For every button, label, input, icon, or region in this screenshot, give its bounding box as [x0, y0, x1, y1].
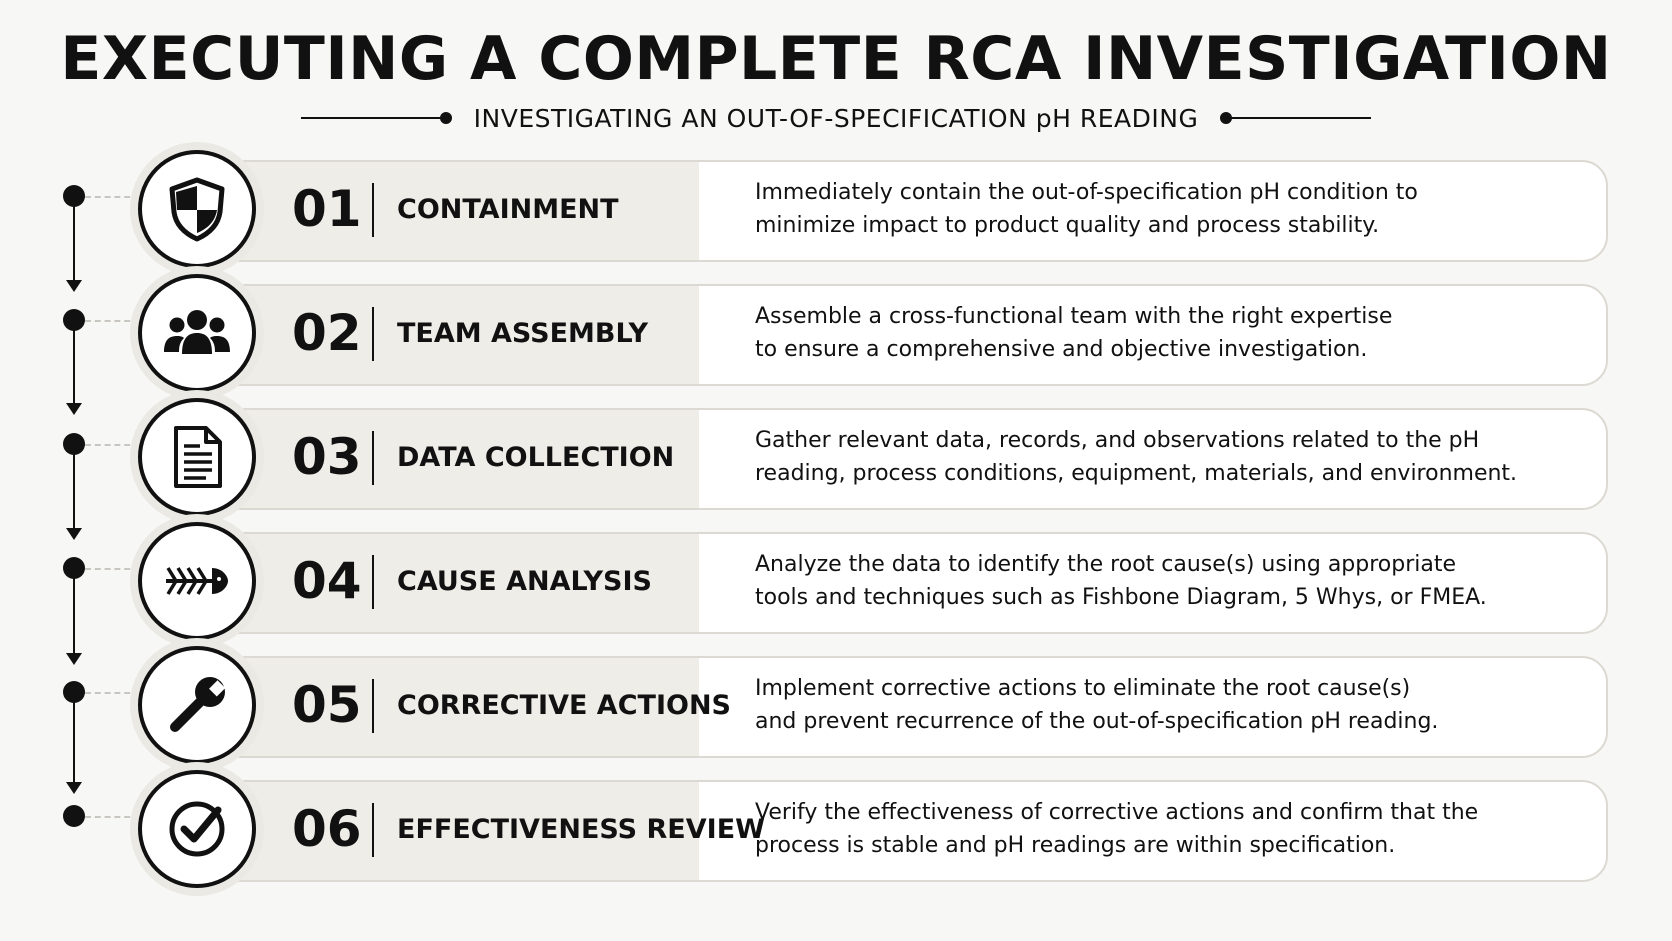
step-description: [755, 796, 1595, 862]
step-containment: [0, 150, 1672, 270]
subtitle-right-rule: [1226, 117, 1371, 119]
description-line: reading, process conditions, equipment, materials, and environment.: [755, 461, 1518, 486]
description-line: Immediately contain the out-of-specification pH condition to: [755, 180, 1418, 205]
step-label: TEAM ASSEMBLY: [397, 318, 649, 349]
subtitle: INVESTIGATING AN OUT-OF-SPECIFICATION pH READING: [473, 103, 1199, 133]
step-description: [755, 672, 1595, 738]
step-number: 01: [292, 180, 362, 238]
description-line: minimize impact to product quality and process stability.: [755, 213, 1380, 238]
description-line: Verify the effectiveness of corrective actions and confirm that the: [755, 800, 1479, 825]
description-line: Assemble a cross-functional team with the right expertise: [755, 304, 1393, 329]
step-number: 02: [292, 304, 362, 362]
step-description: [755, 300, 1595, 366]
step-description: [755, 176, 1595, 242]
subtitle-row: [0, 100, 1672, 136]
description-line: tools and techniques such as Fishbone Diagram, 5 Whys, or FMEA.: [755, 585, 1487, 610]
timeline-dot: [63, 309, 85, 331]
wrench-icon: [162, 670, 232, 740]
timeline-dot: [63, 185, 85, 207]
divider: [372, 803, 374, 857]
divider: [372, 307, 374, 361]
step-number: 06: [292, 800, 362, 858]
step-cause-analysis: [0, 522, 1672, 642]
team-icon: [162, 298, 232, 368]
description-line: and prevent recurrence of the out-of-specification pH reading.: [755, 709, 1439, 734]
icon-circle: [138, 646, 256, 764]
description-line: Analyze the data to identify the root cause(s) using appropriate: [755, 552, 1457, 577]
step-data-collection: [0, 398, 1672, 518]
description-line: process is stable and pH readings are within specification.: [755, 833, 1396, 858]
page-title: EXECUTING A COMPLETE RCA INVESTIGATION: [60, 24, 1612, 94]
connector: [85, 444, 140, 446]
step-number: 05: [292, 676, 362, 734]
step-number: 03: [292, 428, 362, 486]
connector: [85, 320, 140, 322]
icon-circle: [138, 398, 256, 516]
timeline-dot: [63, 805, 85, 827]
divider: [372, 679, 374, 733]
step-label: EFFECTIVENESS REVIEW: [397, 814, 765, 845]
fishbone-icon: [162, 546, 232, 616]
divider: [372, 431, 374, 485]
connector: [85, 196, 140, 198]
subtitle-left-rule: [301, 117, 446, 119]
divider: [372, 183, 374, 237]
connector: [85, 692, 140, 694]
divider: [372, 555, 374, 609]
timeline-dot: [63, 557, 85, 579]
checkmark-icon: [162, 794, 232, 864]
icon-circle: [138, 150, 256, 268]
icon-circle: [138, 522, 256, 640]
step-label: CONTAINMENT: [397, 194, 619, 225]
description-line: Gather relevant data, records, and observations related to the pH: [755, 428, 1480, 453]
timeline-dot: [63, 681, 85, 703]
step-label: CORRECTIVE ACTIONS: [397, 690, 731, 721]
step-effectiveness-review: [0, 770, 1672, 890]
step-description: [755, 548, 1595, 614]
document-icon: [162, 422, 232, 492]
step-label: DATA COLLECTION: [397, 442, 675, 473]
step-description: [755, 424, 1595, 490]
description-line: to ensure a comprehensive and objective investigation.: [755, 337, 1368, 362]
step-team-assembly: [0, 274, 1672, 394]
timeline-dot: [63, 433, 85, 455]
step-label: CAUSE ANALYSIS: [397, 566, 652, 597]
connector: [85, 568, 140, 570]
shield-icon: [162, 174, 232, 244]
step-number: 04: [292, 552, 362, 610]
description-line: Implement corrective actions to eliminate the root cause(s): [755, 676, 1411, 701]
step-corrective-actions: [0, 646, 1672, 766]
icon-circle: [138, 770, 256, 888]
icon-circle: [138, 274, 256, 392]
connector: [85, 816, 140, 818]
